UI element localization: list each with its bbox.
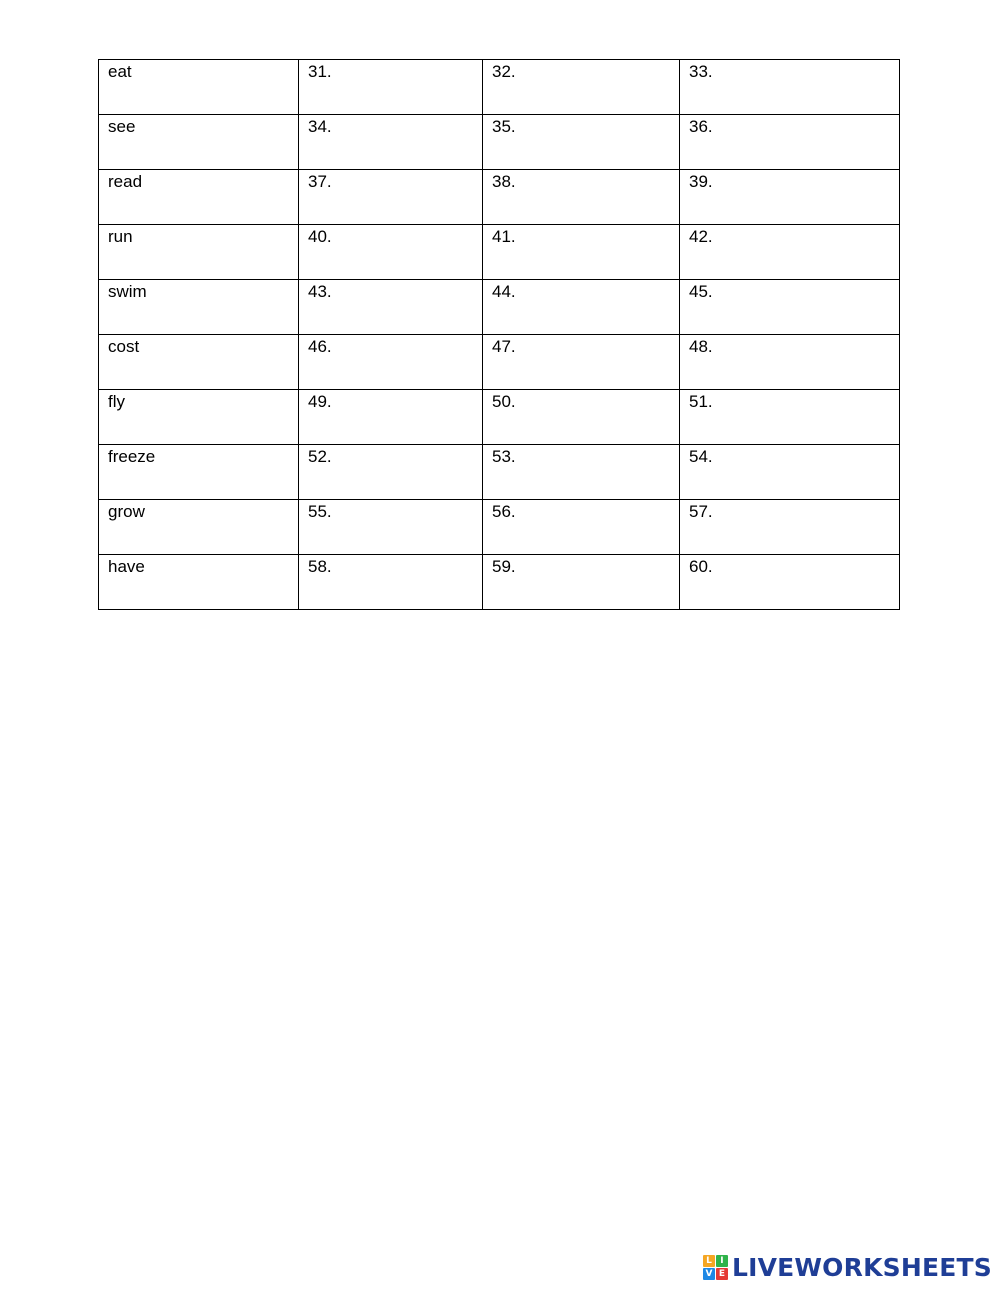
answer-cell[interactable] [680,280,900,335]
verb-cell [99,280,299,335]
answer-number: 46. [308,337,332,356]
answer-cell[interactable] [299,115,483,170]
answer-cell[interactable] [483,500,680,555]
verb-label: cost [108,337,140,356]
logo-tile: I [716,1255,728,1267]
answer-cell[interactable] [483,335,680,390]
verb-cell [99,60,299,115]
answer-number: 43. [308,282,332,301]
answer-cell[interactable] [299,335,483,390]
answer-number: 59. [492,557,516,576]
answer-number: 35. [492,117,516,136]
answer-cell[interactable] [680,60,900,115]
answer-number: 42. [689,227,713,246]
answer-number: 47. [492,337,516,356]
answer-cell[interactable] [680,390,900,445]
answer-number: 54. [689,447,713,466]
answer-cell[interactable] [299,555,483,610]
answer-number: 32. [492,62,516,81]
answer-cell[interactable] [299,60,483,115]
verb-label: freeze [108,447,156,466]
logo-tile: L [703,1255,715,1267]
answer-cell[interactable] [680,170,900,225]
answer-number: 57. [689,502,713,521]
answer-number: 44. [492,282,516,301]
verb-label: have [108,557,145,576]
table-row [99,115,900,170]
answer-number: 53. [492,447,516,466]
verb-label: swim [108,282,147,301]
answer-cell[interactable] [299,390,483,445]
answer-cell[interactable] [483,390,680,445]
liveworksheets-logo-icon [703,1255,728,1280]
verb-label: eat [108,62,132,81]
answer-cell[interactable] [680,115,900,170]
verb-label: grow [108,502,145,521]
verb-cell [99,335,299,390]
answer-number: 38. [492,172,516,191]
verb-label: see [108,117,136,136]
answer-cell[interactable] [299,170,483,225]
answer-number: 49. [308,392,332,411]
answer-number: 50. [492,392,516,411]
logo-tile: V [703,1268,715,1280]
table-row [99,225,900,280]
brand-name: LIVEWORKSHEETS [731,1252,992,1282]
answer-cell[interactable] [483,60,680,115]
answer-number: 33. [689,62,713,81]
answer-number: 45. [689,282,713,301]
answer-cell[interactable] [299,280,483,335]
answer-cell[interactable] [680,335,900,390]
verb-label: read [108,172,143,191]
answer-number: 36. [689,117,713,136]
verb-label: run [108,227,133,246]
answer-number: 56. [492,502,516,521]
answer-number: 58. [308,557,332,576]
answer-number: 51. [689,392,713,411]
table-row [99,445,900,500]
verb-cell [99,500,299,555]
verb-cell [99,170,299,225]
answer-cell[interactable] [680,500,900,555]
answer-cell[interactable] [483,170,680,225]
table-row [99,390,900,445]
verb-cell [99,225,299,280]
answer-number: 39. [689,172,713,191]
table-row [99,335,900,390]
answer-cell[interactable] [299,225,483,280]
answer-cell[interactable] [483,445,680,500]
answer-number: 37. [308,172,332,191]
answer-number: 31. [308,62,332,81]
liveworksheets-brand [703,1252,992,1282]
answer-cell[interactable] [680,555,900,610]
table-row [99,555,900,610]
answer-number: 48. [689,337,713,356]
answer-number: 52. [308,447,332,466]
answer-cell[interactable] [483,555,680,610]
table-row [99,60,900,115]
table-row [99,500,900,555]
logo-tile: E [716,1268,728,1280]
verb-cell [99,445,299,500]
verb-forms-table [98,59,900,610]
answer-number: 41. [492,227,516,246]
answer-number: 60. [689,557,713,576]
answer-cell[interactable] [680,445,900,500]
table-row [99,280,900,335]
answer-cell[interactable] [299,445,483,500]
answer-cell[interactable] [483,280,680,335]
answer-cell[interactable] [483,115,680,170]
table-row [99,170,900,225]
answer-cell[interactable] [680,225,900,280]
verb-label: fly [108,392,125,411]
answer-cell[interactable] [483,225,680,280]
answer-number: 40. [308,227,332,246]
table-body [99,60,900,610]
verb-cell [99,115,299,170]
answer-number: 34. [308,117,332,136]
answer-cell[interactable] [299,500,483,555]
verb-cell [99,555,299,610]
verb-cell [99,390,299,445]
answer-number: 55. [308,502,332,521]
